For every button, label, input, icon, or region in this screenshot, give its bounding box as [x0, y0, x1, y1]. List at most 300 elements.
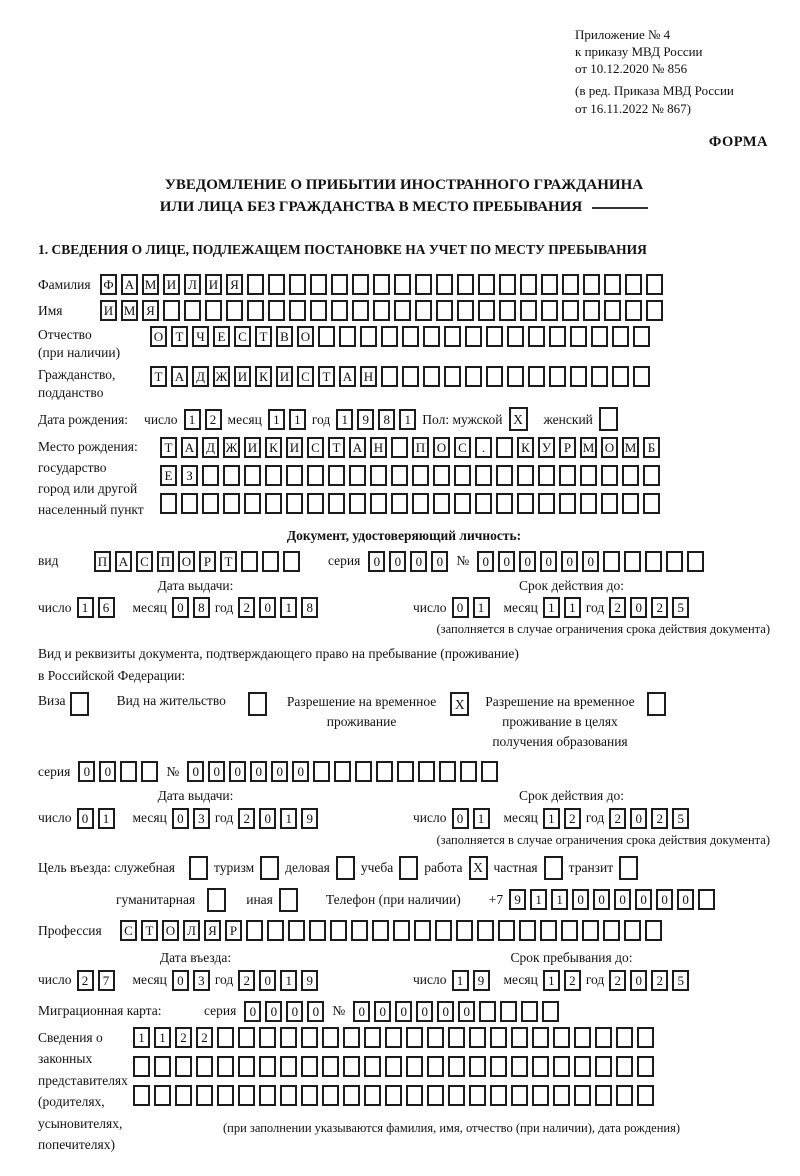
grid-cell[interactable]	[397, 761, 414, 782]
grid-cell[interactable]: З	[181, 465, 198, 486]
grid-cell[interactable]: 0	[307, 1001, 324, 1022]
sex-male-checkbox[interactable]: X	[509, 407, 528, 431]
grid-cell[interactable]: 0	[353, 1001, 370, 1022]
grid-cell[interactable]	[517, 493, 534, 514]
grid-cell[interactable]: 1	[133, 1027, 150, 1048]
grid-cell[interactable]	[334, 761, 351, 782]
grid-cell[interactable]	[538, 465, 555, 486]
grid-cell[interactable]	[262, 551, 279, 572]
grid-cell[interactable]: С	[136, 551, 153, 572]
purpose-business-checkbox[interactable]	[189, 856, 208, 880]
grid-cell[interactable]	[582, 920, 599, 941]
grid-cell[interactable]: М	[622, 437, 639, 458]
grid-cell[interactable]	[454, 493, 471, 514]
grid-cell[interactable]	[412, 493, 429, 514]
purpose-other-checkbox[interactable]	[279, 888, 298, 912]
purpose-study-checkbox[interactable]	[399, 856, 418, 880]
grid-cell[interactable]: 0	[452, 597, 469, 618]
grid-cell[interactable]: 1	[280, 808, 297, 829]
grid-cell[interactable]: 5	[672, 970, 689, 991]
grid-cell[interactable]	[301, 1085, 318, 1106]
grid-cell[interactable]: П	[412, 437, 429, 458]
grid-cell[interactable]	[643, 493, 660, 514]
grid-cell[interactable]: 1	[280, 970, 297, 991]
grid-cell[interactable]	[574, 1056, 591, 1077]
grid-cell[interactable]	[469, 1027, 486, 1048]
grid-cell[interactable]: 0	[630, 597, 647, 618]
grid-cell[interactable]	[541, 274, 558, 295]
grid-cell[interactable]	[349, 493, 366, 514]
grid-cell[interactable]	[301, 1056, 318, 1077]
purpose-work-checkbox[interactable]: X	[469, 856, 488, 880]
grid-cell[interactable]	[394, 300, 411, 321]
grid-cell[interactable]	[444, 326, 461, 347]
grid-cell[interactable]	[559, 465, 576, 486]
grid-cell[interactable]: 2	[205, 409, 222, 430]
grid-cell[interactable]: 0	[630, 808, 647, 829]
grid-cell[interactable]	[373, 300, 390, 321]
grid-cell[interactable]	[259, 1056, 276, 1077]
grid-cell[interactable]	[394, 274, 411, 295]
grid-cell[interactable]	[154, 1085, 171, 1106]
grid-cell[interactable]: А	[121, 274, 138, 295]
grid-cell[interactable]	[217, 1027, 234, 1048]
grid-cell[interactable]: И	[276, 366, 293, 387]
grid-cell[interactable]: 3	[193, 970, 210, 991]
grid-cell[interactable]	[133, 1085, 150, 1106]
grid-cell[interactable]	[633, 366, 650, 387]
grid-cell[interactable]: А	[115, 551, 132, 572]
grid-cell[interactable]	[402, 366, 419, 387]
grid-cell[interactable]	[385, 1085, 402, 1106]
grid-cell[interactable]: П	[157, 551, 174, 572]
grid-cell[interactable]: С	[454, 437, 471, 458]
grid-cell[interactable]	[246, 920, 263, 941]
grid-cell[interactable]: 0	[431, 551, 448, 572]
grid-cell[interactable]	[330, 920, 347, 941]
grid-cell[interactable]	[624, 551, 641, 572]
grid-cell[interactable]: 1	[289, 409, 306, 430]
grid-cell[interactable]: 3	[193, 808, 210, 829]
grid-cell[interactable]: 0	[437, 1001, 454, 1022]
grid-cell[interactable]	[528, 366, 545, 387]
grid-cell[interactable]: 1	[543, 970, 560, 991]
grid-cell[interactable]: 2	[238, 597, 255, 618]
grid-cell[interactable]	[283, 551, 300, 572]
grid-cell[interactable]: 0	[271, 761, 288, 782]
grid-cell[interactable]: 0	[416, 1001, 433, 1022]
grid-cell[interactable]: А	[339, 366, 356, 387]
grid-cell[interactable]: А	[171, 366, 188, 387]
grid-cell[interactable]	[415, 300, 432, 321]
grid-cell[interactable]	[553, 1085, 570, 1106]
grid-cell[interactable]	[339, 326, 356, 347]
grid-cell[interactable]	[385, 1056, 402, 1077]
grid-cell[interactable]: 0	[410, 551, 427, 572]
grid-cell[interactable]: 2	[564, 970, 581, 991]
grid-cell[interactable]	[435, 920, 452, 941]
residence-permit-checkbox[interactable]	[248, 692, 267, 716]
purpose-commercial-checkbox[interactable]	[336, 856, 355, 880]
grid-cell[interactable]: 0	[286, 1001, 303, 1022]
grid-cell[interactable]	[202, 493, 219, 514]
grid-cell[interactable]	[574, 1085, 591, 1106]
grid-cell[interactable]	[498, 920, 515, 941]
grid-cell[interactable]	[478, 300, 495, 321]
grid-cell[interactable]	[469, 1085, 486, 1106]
grid-cell[interactable]	[521, 1001, 538, 1022]
grid-cell[interactable]: Ч	[192, 326, 209, 347]
grid-cell[interactable]	[486, 366, 503, 387]
grid-cell[interactable]	[507, 366, 524, 387]
grid-cell[interactable]	[280, 1085, 297, 1106]
grid-cell[interactable]	[247, 300, 264, 321]
grid-cell[interactable]: 0	[99, 761, 116, 782]
grid-cell[interactable]	[343, 1056, 360, 1077]
grid-cell[interactable]	[241, 551, 258, 572]
grid-cell[interactable]	[309, 920, 326, 941]
grid-cell[interactable]	[465, 326, 482, 347]
grid-cell[interactable]: О	[433, 437, 450, 458]
grid-cell[interactable]	[307, 493, 324, 514]
grid-cell[interactable]	[520, 274, 537, 295]
grid-cell[interactable]	[313, 761, 330, 782]
grid-cell[interactable]	[373, 274, 390, 295]
grid-cell[interactable]	[465, 366, 482, 387]
grid-cell[interactable]	[625, 274, 642, 295]
grid-cell[interactable]: 0	[389, 551, 406, 572]
grid-cell[interactable]	[456, 920, 473, 941]
grid-cell[interactable]	[439, 761, 456, 782]
grid-cell[interactable]	[481, 761, 498, 782]
grid-cell[interactable]	[637, 1027, 654, 1048]
grid-cell[interactable]: 0	[614, 889, 631, 910]
grid-cell[interactable]: 1	[399, 409, 416, 430]
grid-cell[interactable]	[496, 465, 513, 486]
grid-cell[interactable]: .	[475, 437, 492, 458]
grid-cell[interactable]: 0	[395, 1001, 412, 1022]
grid-cell[interactable]	[280, 1056, 297, 1077]
grid-cell[interactable]	[406, 1027, 423, 1048]
grid-cell[interactable]	[603, 920, 620, 941]
purpose-tourism-checkbox[interactable]	[260, 856, 279, 880]
grid-cell[interactable]: 1	[280, 597, 297, 618]
grid-cell[interactable]	[205, 300, 222, 321]
grid-cell[interactable]: П	[94, 551, 111, 572]
grid-cell[interactable]	[268, 274, 285, 295]
grid-cell[interactable]	[322, 1056, 339, 1077]
grid-cell[interactable]	[343, 1085, 360, 1106]
grid-cell[interactable]	[580, 493, 597, 514]
grid-cell[interactable]: 5	[672, 808, 689, 829]
grid-cell[interactable]: 1	[154, 1027, 171, 1048]
purpose-private-checkbox[interactable]	[544, 856, 563, 880]
grid-cell[interactable]: С	[297, 366, 314, 387]
grid-cell[interactable]: С	[234, 326, 251, 347]
grid-cell[interactable]	[381, 326, 398, 347]
grid-cell[interactable]	[418, 761, 435, 782]
grid-cell[interactable]	[591, 366, 608, 387]
grid-cell[interactable]: 2	[609, 808, 626, 829]
grid-cell[interactable]: О	[162, 920, 179, 941]
grid-cell[interactable]: Я	[142, 300, 159, 321]
grid-cell[interactable]	[553, 1027, 570, 1048]
grid-cell[interactable]: 2	[238, 808, 255, 829]
grid-cell[interactable]: Р	[199, 551, 216, 572]
grid-cell[interactable]: И	[286, 437, 303, 458]
grid-cell[interactable]: 2	[651, 970, 668, 991]
grid-cell[interactable]	[457, 274, 474, 295]
grid-cell[interactable]	[289, 300, 306, 321]
grid-cell[interactable]	[511, 1056, 528, 1077]
grid-cell[interactable]	[370, 465, 387, 486]
grid-cell[interactable]	[331, 274, 348, 295]
grid-cell[interactable]	[570, 326, 587, 347]
grid-cell[interactable]: 1	[551, 889, 568, 910]
grid-cell[interactable]: 0	[172, 970, 189, 991]
grid-cell[interactable]: А	[181, 437, 198, 458]
grid-cell[interactable]: 0	[208, 761, 225, 782]
grid-cell[interactable]: 1	[530, 889, 547, 910]
grid-cell[interactable]: 0	[77, 808, 94, 829]
grid-cell[interactable]: 0	[78, 761, 95, 782]
grid-cell[interactable]: 0	[229, 761, 246, 782]
grid-cell[interactable]	[448, 1027, 465, 1048]
grid-cell[interactable]: Ж	[223, 437, 240, 458]
grid-cell[interactable]: Е	[160, 465, 177, 486]
grid-cell[interactable]	[328, 465, 345, 486]
grid-cell[interactable]	[496, 437, 513, 458]
grid-cell[interactable]	[574, 1027, 591, 1048]
grid-cell[interactable]	[160, 493, 177, 514]
grid-cell[interactable]	[490, 1056, 507, 1077]
grid-cell[interactable]	[622, 493, 639, 514]
grid-cell[interactable]	[616, 1085, 633, 1106]
grid-cell[interactable]: У	[538, 437, 555, 458]
grid-cell[interactable]: 1	[77, 597, 94, 618]
grid-cell[interactable]	[612, 366, 629, 387]
grid-cell[interactable]	[519, 920, 536, 941]
grid-cell[interactable]	[553, 1056, 570, 1077]
grid-cell[interactable]	[496, 493, 513, 514]
grid-cell[interactable]	[286, 465, 303, 486]
grid-cell[interactable]	[457, 300, 474, 321]
grid-cell[interactable]	[507, 326, 524, 347]
grid-cell[interactable]: Л	[184, 274, 201, 295]
grid-cell[interactable]	[412, 465, 429, 486]
grid-cell[interactable]: 0	[259, 597, 276, 618]
grid-cell[interactable]: 0	[265, 1001, 282, 1022]
grid-cell[interactable]: 0	[593, 889, 610, 910]
grid-cell[interactable]	[322, 1085, 339, 1106]
grid-cell[interactable]	[391, 465, 408, 486]
grid-cell[interactable]: 0	[292, 761, 309, 782]
grid-cell[interactable]	[604, 274, 621, 295]
grid-cell[interactable]	[542, 1001, 559, 1022]
grid-cell[interactable]	[549, 326, 566, 347]
grid-cell[interactable]: 0	[561, 551, 578, 572]
grid-cell[interactable]: 0	[540, 551, 557, 572]
grid-cell[interactable]: 2	[175, 1027, 192, 1048]
grid-cell[interactable]: В	[276, 326, 293, 347]
grid-cell[interactable]	[391, 493, 408, 514]
grid-cell[interactable]	[310, 274, 327, 295]
grid-cell[interactable]	[175, 1056, 192, 1077]
grid-cell[interactable]	[385, 1027, 402, 1048]
grid-cell[interactable]: М	[142, 274, 159, 295]
grid-cell[interactable]	[202, 465, 219, 486]
grid-cell[interactable]: 0	[452, 808, 469, 829]
grid-cell[interactable]	[372, 920, 389, 941]
grid-cell[interactable]: 0	[677, 889, 694, 910]
grid-cell[interactable]	[570, 366, 587, 387]
grid-cell[interactable]	[331, 300, 348, 321]
grid-cell[interactable]	[601, 493, 618, 514]
grid-cell[interactable]	[475, 465, 492, 486]
grid-cell[interactable]	[265, 465, 282, 486]
grid-cell[interactable]: 0	[244, 1001, 261, 1022]
grid-cell[interactable]	[511, 1085, 528, 1106]
grid-cell[interactable]	[238, 1085, 255, 1106]
temp-residence-checkbox[interactable]: X	[450, 692, 469, 716]
grid-cell[interactable]: 2	[77, 970, 94, 991]
grid-cell[interactable]: И	[234, 366, 251, 387]
grid-cell[interactable]	[423, 366, 440, 387]
grid-cell[interactable]: М	[121, 300, 138, 321]
grid-cell[interactable]	[247, 274, 264, 295]
grid-cell[interactable]	[238, 1056, 255, 1077]
grid-cell[interactable]	[244, 465, 261, 486]
grid-cell[interactable]: 0	[259, 808, 276, 829]
grid-cell[interactable]	[120, 761, 137, 782]
grid-cell[interactable]: 1	[452, 970, 469, 991]
grid-cell[interactable]: 0	[582, 551, 599, 572]
grid-cell[interactable]: 2	[564, 808, 581, 829]
grid-cell[interactable]	[517, 465, 534, 486]
grid-cell[interactable]: 2	[609, 597, 626, 618]
grid-cell[interactable]: Д	[192, 366, 209, 387]
grid-cell[interactable]	[477, 920, 494, 941]
grid-cell[interactable]	[601, 465, 618, 486]
grid-cell[interactable]	[469, 1056, 486, 1077]
grid-cell[interactable]	[351, 920, 368, 941]
grid-cell[interactable]: К	[255, 366, 272, 387]
grid-cell[interactable]: И	[205, 274, 222, 295]
grid-cell[interactable]	[226, 300, 243, 321]
grid-cell[interactable]	[223, 465, 240, 486]
grid-cell[interactable]: 0	[187, 761, 204, 782]
grid-cell[interactable]	[427, 1085, 444, 1106]
grid-cell[interactable]: Т	[171, 326, 188, 347]
grid-cell[interactable]	[414, 920, 431, 941]
grid-cell[interactable]	[698, 889, 715, 910]
grid-cell[interactable]	[289, 274, 306, 295]
grid-cell[interactable]: Р	[559, 437, 576, 458]
grid-cell[interactable]: О	[297, 326, 314, 347]
grid-cell[interactable]	[528, 326, 545, 347]
grid-cell[interactable]	[364, 1056, 381, 1077]
purpose-transit-checkbox[interactable]	[619, 856, 638, 880]
grid-cell[interactable]	[265, 493, 282, 514]
grid-cell[interactable]	[381, 366, 398, 387]
grid-cell[interactable]	[364, 1085, 381, 1106]
grid-cell[interactable]	[500, 1001, 517, 1022]
grid-cell[interactable]: 0	[259, 970, 276, 991]
grid-cell[interactable]	[133, 1056, 150, 1077]
grid-cell[interactable]	[436, 274, 453, 295]
grid-cell[interactable]: Т	[318, 366, 335, 387]
grid-cell[interactable]	[370, 493, 387, 514]
grid-cell[interactable]: К	[517, 437, 534, 458]
grid-cell[interactable]	[591, 326, 608, 347]
grid-cell[interactable]	[637, 1085, 654, 1106]
grid-cell[interactable]	[624, 920, 641, 941]
grid-cell[interactable]: 2	[196, 1027, 213, 1048]
grid-cell[interactable]	[561, 920, 578, 941]
grid-cell[interactable]: Л	[183, 920, 200, 941]
grid-cell[interactable]: 1	[98, 808, 115, 829]
grid-cell[interactable]	[540, 920, 557, 941]
grid-cell[interactable]	[454, 465, 471, 486]
grid-cell[interactable]	[646, 274, 663, 295]
grid-cell[interactable]	[238, 1027, 255, 1048]
grid-cell[interactable]	[595, 1056, 612, 1077]
grid-cell[interactable]	[328, 493, 345, 514]
grid-cell[interactable]	[486, 326, 503, 347]
grid-cell[interactable]	[259, 1085, 276, 1106]
grid-cell[interactable]	[267, 920, 284, 941]
grid-cell[interactable]	[616, 1056, 633, 1077]
grid-cell[interactable]: 9	[509, 889, 526, 910]
grid-cell[interactable]	[645, 551, 662, 572]
grid-cell[interactable]	[364, 1027, 381, 1048]
grid-cell[interactable]: Ф	[100, 274, 117, 295]
grid-cell[interactable]	[643, 465, 660, 486]
grid-cell[interactable]	[259, 1027, 276, 1048]
grid-cell[interactable]: 6	[98, 597, 115, 618]
grid-cell[interactable]: 2	[609, 970, 626, 991]
grid-cell[interactable]	[490, 1027, 507, 1048]
grid-cell[interactable]	[423, 326, 440, 347]
grid-cell[interactable]	[415, 274, 432, 295]
grid-cell[interactable]	[646, 300, 663, 321]
grid-cell[interactable]	[352, 300, 369, 321]
grid-cell[interactable]	[612, 326, 629, 347]
grid-cell[interactable]	[583, 300, 600, 321]
grid-cell[interactable]	[549, 366, 566, 387]
grid-cell[interactable]	[406, 1056, 423, 1077]
grid-cell[interactable]	[603, 551, 620, 572]
grid-cell[interactable]: 1	[336, 409, 353, 430]
grid-cell[interactable]	[580, 465, 597, 486]
grid-cell[interactable]: 0	[635, 889, 652, 910]
grid-cell[interactable]: А	[349, 437, 366, 458]
grid-cell[interactable]	[288, 920, 305, 941]
grid-cell[interactable]	[244, 493, 261, 514]
grid-cell[interactable]	[402, 326, 419, 347]
grid-cell[interactable]	[196, 1056, 213, 1077]
grid-cell[interactable]: Н	[370, 437, 387, 458]
grid-cell[interactable]	[625, 300, 642, 321]
grid-cell[interactable]	[460, 761, 477, 782]
grid-cell[interactable]: Н	[360, 366, 377, 387]
grid-cell[interactable]	[310, 300, 327, 321]
grid-cell[interactable]	[154, 1056, 171, 1077]
grid-cell[interactable]: 0	[172, 597, 189, 618]
grid-cell[interactable]	[352, 274, 369, 295]
grid-cell[interactable]	[393, 920, 410, 941]
sex-female-checkbox[interactable]	[599, 407, 618, 431]
